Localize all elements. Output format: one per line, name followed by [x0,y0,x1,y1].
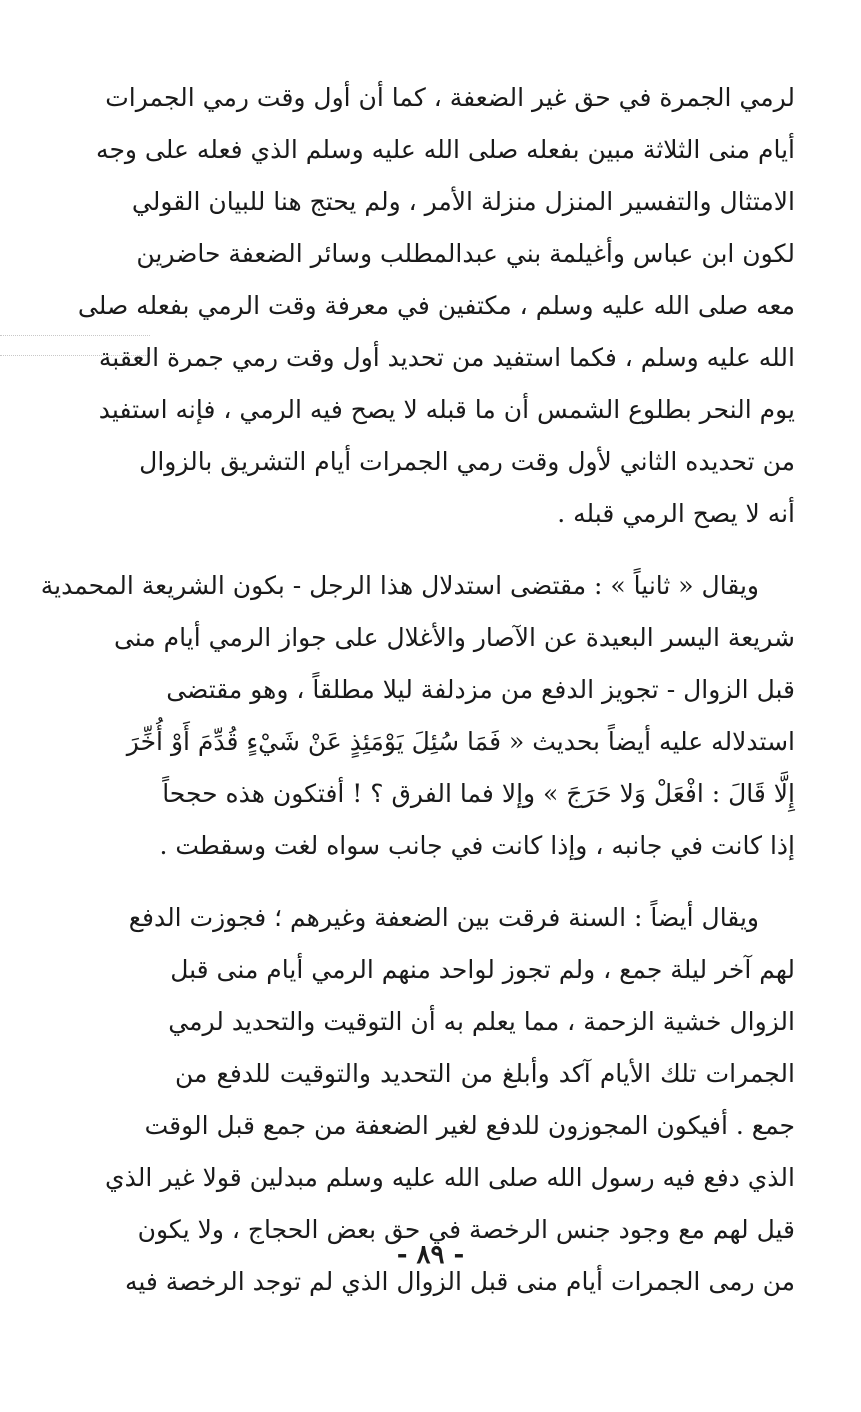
text-line: إذا كانت في جانبه ، وإذا كانت في جانب سواه لغت وسقطت . [159,831,795,860]
text-line: من تحديده الثاني لأول وقت رمي الجمرات أيام التشريق بالزوال [139,447,795,476]
text-line: قبل الزوال - تجويز الدفع من مزدلفة ليلا مطلقاً ، وهو مقتضى [166,675,795,704]
text-line: الذي دفع فيه رسول الله صلى الله عليه وسلم مبدلين قولا غير الذي [105,1163,795,1192]
text-line: الله عليه وسلم ، فكما استفيد من تحديد أول وقت رمي جمرة العقبة [98,343,795,372]
text-line: قيل لهم مع وجود جنس الرخصة في حق بعض الحجاج ، ولا يكون [137,1215,795,1244]
text-line: معه صلى الله عليه وسلم ، مكتفين في معرفة وقت الرمي بفعله صلى [77,291,795,320]
page-number: - ٨٩ - [396,1240,465,1270]
text-line: جمع . أفيكون المجوزون للدفع لغير الضعفة من جمع قبل الوقت [144,1111,795,1140]
paragraph-2 [40,560,795,872]
text-line: ويقال « ثانياً » : مقتضى استدلال هذا الرجل - بكون الشريعة المحمدية [40,571,759,600]
text-line: الزوال خشية الزحمة ، مما يعلم به أن التوقيت والتحديد لرمي [168,1007,795,1036]
text-line: لكون ابن عباس وأغيلمة بني عبدالمطلب وسائر الضعفة حاضرين [136,239,795,268]
text-line: من رمى الجمرات أيام منى قبل الزوال الذي لم توجد الرخصة فيه [124,1267,795,1296]
text-line: الامتثال والتفسير المنزل منزلة الأمر ، ولم يحتج هنا للبيان القولي [131,187,795,216]
text-line: أنه لا يصح الرمي قبله . [557,499,795,528]
text-line: ويقال أيضاً : السنة فرقت بين الضعفة وغيرهم ؛ فجوزت الدفع [128,903,759,932]
text-line: لرمي الجمرة في حق غير الضعفة ، كما أن أول وقت رمي الجمرات [105,83,795,112]
body-text [40,72,795,1308]
text-line: استدلاله عليه أيضاً بحديث « فَمَا سُئِلَ يَوْمَئِذٍ عَنْ شَيْءٍ قُدِّمَ أَوْ أُخِّرَ [126,727,795,756]
text-line: لهم آخر ليلة جمع ، ولم تجوز لواحد منهم الرمي أيام منى قبل [170,955,795,984]
text-line: إِلَّا قَالَ : افْعَلْ وَلا حَرَجَ » وإلا فما الفرق ؟ ! أفتكون هذه حجحاً [162,779,795,808]
paragraph-1 [77,72,795,540]
text-line: أيام منى الثلاثة مبين بفعله صلى الله عليه وسلم الذي فعله على وجه [96,135,795,164]
text-line: يوم النحر بطلوع الشمس أن ما قبله لا يصح فيه الرمي ، فإنه استفيد [98,395,795,424]
text-line: شريعة اليسر البعيدة عن الآصار والأغلال على جواز الرمي أيام منى [113,623,795,652]
text-line: الجمرات تلك الأيام آكد وأبلغ من التحديد والتوقيت للدفع من [175,1059,795,1088]
